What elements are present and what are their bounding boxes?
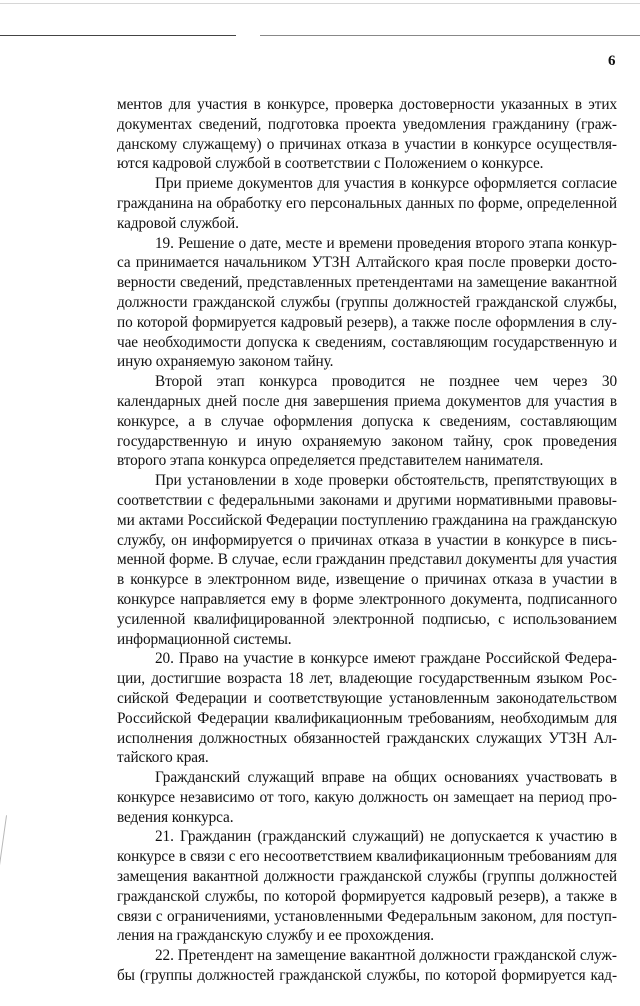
header-rule-right xyxy=(260,35,640,36)
page-number: 6 xyxy=(608,53,616,69)
scan-edge-line xyxy=(0,3,640,4)
margin-mark xyxy=(0,815,7,873)
paragraph-22: 22. Претендент на замещение вакантной должности гражданской службы (группы должностей гражданской службы, по которой формируется кад- xyxy=(117,947,617,985)
paragraph-civil-servant: Гражданский служащий вправе на общих основаниях участвовать в конкурсе независимо от того, какую должность он замещает на период проведения конкурса. xyxy=(117,769,617,826)
paragraph-second-stage: Второй этап конкурса проводится не позднее чем через 30 календарных дней после дня завершения приема документов для участия в конкурсе, а в случае оформления допуска к сведениям, составляющим государственную и иную охраняемую законом тайну, срок проведения второго этапа конкурса определяется представителем нанимателя. xyxy=(117,373,617,470)
header-rule-left xyxy=(0,35,236,36)
paragraph-refusal: При установлении в ходе проверки обстоятельств, препятствующих в соответствии с федеральными законами и другими нормативными правовыми актами Российской Федерации поступлению гражданина на гражданскую службу, он информируется о причинах отказа в участии в конкурсе в письменной форме. В случае, если гражданин представил документы для участия в конкурсе в электронном виде, извещение о причинах отказа в участии в конкурсе направляется ему в форме электронного документа, подписанного усиленной квалифицированной электронной подписью, с использованием информационной системы. xyxy=(117,472,617,648)
paragraph-20: 20. Право на участие в конкурсе имеют граждане Российской Федерации, достигшие возраста 18 лет, владеющие государственным языком Российской Федерации и соответствующие установленным законодательством Российской Федерации квалификационным требованиям, необходимым для исполнения должностных обязанностей гражданских служащих УТЗН Алтайского края. xyxy=(117,650,617,767)
paragraph-21: 21. Гражданин (гражданский служащий) не допускается к участию в конкурсе в связи с его несоответствием квалификационным требованиям для замещения вакантной должности гражданской службы (группы должностей гражданской службы, по которой формируется кадровый резерв), а также в связи с ограничениями, установленными Федеральным законом, для поступления на гражданскую службу и ее прохождения. xyxy=(117,828,617,945)
paragraph-consent: При приеме документов для участия в конкурсе оформляется согласие гражданина на обработку его персональных данных по форме, определенной кадровой службой. xyxy=(117,175,617,232)
document-body xyxy=(117,95,617,1006)
paragraph-continued: ментов для участия в конкурсе, проверка достоверности указанных в этих документах сведений, подготовка проекта уведомления гражданину (гражданскому служащему) о причинах отказа в участии в конкурсе осуществляются кадровой службой в соответствии с Положением о конкурсе. xyxy=(117,96,617,173)
paragraph-19: 19. Решение о дате, месте и времени проведения второго этапа конкурса принимается начальником УТЗН Алтайского края после проверки достоверности сведений, представленных претендентами на замещение вакантной должности гражданской службы (группы должностей гражданской службы, по которой формируется кадровый резерв), а также после оформления в случае необходимости допуска к сведениям, составляющим государственную и иную охраняемую законом тайну. xyxy=(117,234,617,371)
